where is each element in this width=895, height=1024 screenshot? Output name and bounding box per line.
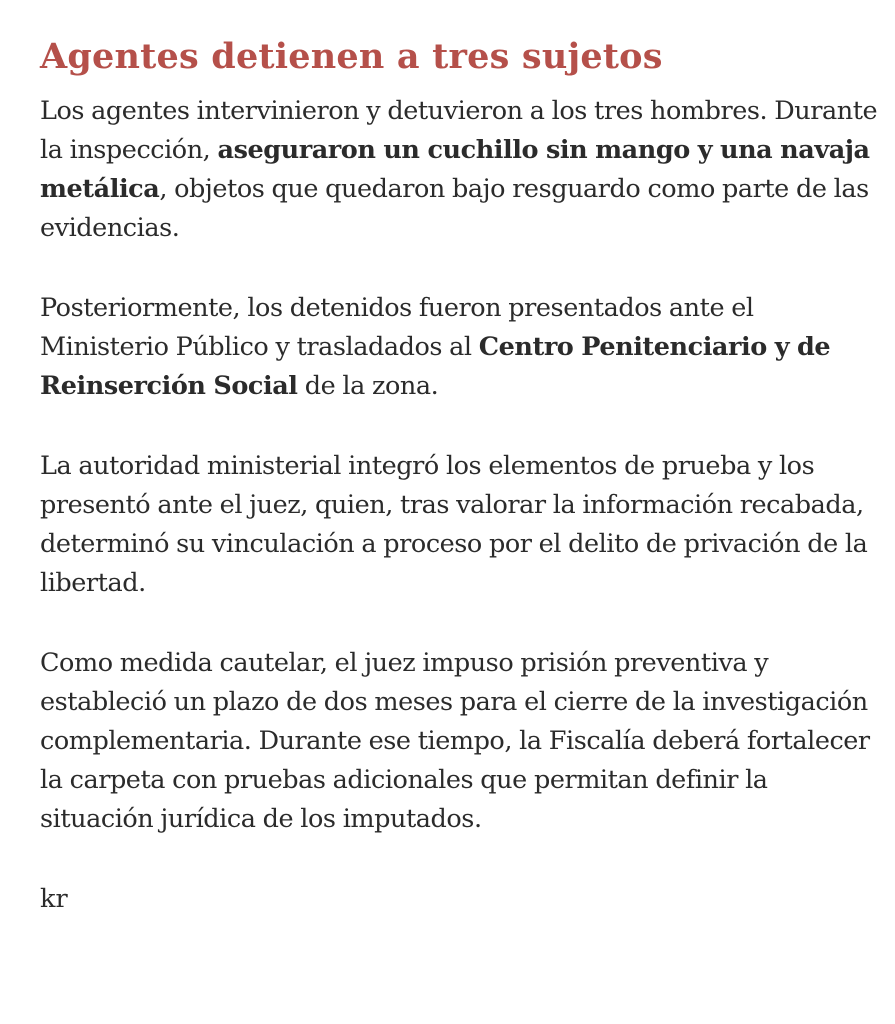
section-heading: Agentes detienen a tres sujetos (40, 36, 663, 77)
paragraph-text: Como medida cautelar, el juez impuso prisión preventiva y estableció un plazo de dos meses para el cierre de la investigación complementaria. Durante ese tiempo, la Fiscalía deberá fortalecer la carpeta con pruebas adicionales que permitan definir la situación jurídica de los imputados. (40, 648, 870, 834)
paragraph-precautionary-measure (40, 644, 880, 839)
bold-highlight: aseguraron un cuchillo sin mango y una navaja metálica (40, 135, 870, 204)
paragraph-text: de la zona. (297, 371, 439, 401)
paragraph-text: La autoridad ministerial integró los elementos de prueba y los presentó ante el juez, quien, tras valorar la información recabada, determinó su vinculación a proceso por el delito de privación de la libertad. (40, 451, 868, 598)
paragraph-evidence (40, 92, 880, 248)
paragraph-ruling (40, 447, 880, 603)
news-article (40, 36, 880, 919)
bold-highlight: Centro Penitenciario y de Reinserción Social (40, 332, 831, 401)
paragraph-text: Los agentes intervinieron y detuvieron a los tres hombres. Durante la inspección, (40, 96, 878, 165)
paragraph-text: , objetos que quedaron bajo resguardo como parte de las evidencias. (40, 174, 869, 243)
author-initials: kr (40, 884, 68, 914)
paragraph-transfer (40, 289, 880, 406)
paragraph-text: Posteriormente, los detenidos fueron presentados ante el Ministerio Público y trasladados al (40, 293, 754, 362)
